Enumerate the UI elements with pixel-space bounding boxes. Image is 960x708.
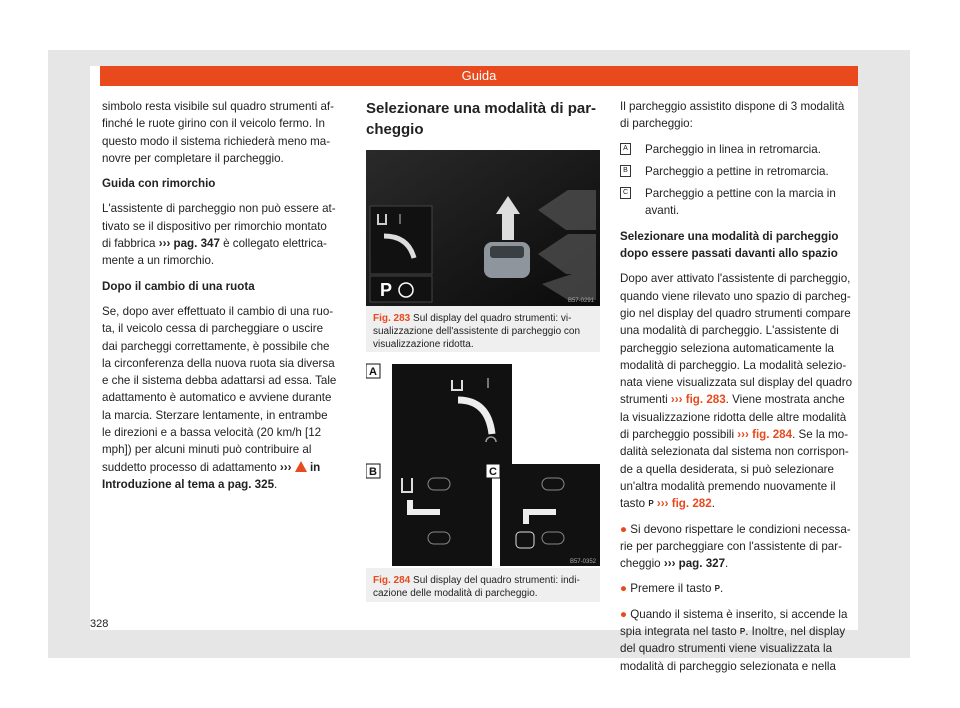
bullet-item: ● Si devono rispettare le condizioni necessa-rie per parcheggiare con l'assistente di par-cheggio ››› pag. 327.: [620, 522, 851, 571]
list-item: B Parcheggio a pettine in retromarcia.: [620, 163, 856, 180]
page-link[interactable]: ››› pag. 347: [158, 237, 220, 251]
bullet-item: ● Quando il sistema è inserito, si accende la spia integrata nel tasto P. Inoltre, nel display del quadro strumenti viene visualizzata la modalità di parcheggio selezionata e nella: [620, 607, 848, 673]
mode-key: C: [620, 187, 631, 199]
figure-caption: Sul display del quadro strumenti: indi-cazione delle modalità di parcheggio.: [373, 575, 580, 599]
mode-letter-a: A: [369, 366, 377, 378]
section-title-wrap: [366, 98, 600, 155]
figure-283-image: [366, 150, 600, 306]
park-key-icon: P: [714, 584, 720, 594]
park-key-icon: P: [739, 627, 746, 637]
warning-icon: [295, 461, 307, 472]
figure-code: B57-0352: [569, 559, 596, 565]
paragraph: Se, dopo aver effettuato il cambio di una ruo-ta, il veicolo cessa di parcheggiare o uscire dai parcheggi correttamente, è possibile che la circonferenza della nuova ruota sia diversa e che il sistema debba adattarsi ad essa. Tale adattamento è automatico e avviene durante la marcia. Sterzare lentamente, in entrambe le direzioni e a bassa velocità (20 km/h [12 mph]) per alcuni minuti può contribuire al suddetto processo di adattamento ››› in Introduzione al tema a pag. 325.: [102, 304, 337, 491]
figure-code: B57-0291: [567, 298, 594, 304]
figure-link[interactable]: ››› fig. 283: [670, 393, 726, 407]
list-item: A Parcheggio in linea in retromarcia.: [620, 141, 856, 158]
figure-link[interactable]: ››› fig. 284: [737, 428, 793, 442]
page-number: 328: [90, 618, 109, 630]
figure-284-caption-box: [366, 568, 600, 602]
figure-caption: Sul display del quadro strumenti: vi-sualizzazione dell'assistente di parcheggio con visualizzazione ridotta.: [373, 313, 581, 350]
figure-284-image: [366, 360, 600, 568]
mode-key: A: [620, 143, 631, 155]
paragraph: Il parcheggio assistito dispone di 3 modalità di parcheggio:: [620, 100, 845, 131]
right-column: [620, 98, 856, 683]
figure-283-caption-box: [366, 306, 600, 352]
parking-modes-diagram: [366, 360, 600, 568]
figure-link[interactable]: ››› fig. 282: [653, 497, 712, 511]
page-link[interactable]: in Introduzione al tema a pag. 325: [102, 460, 321, 491]
section-header: Guida: [100, 66, 858, 86]
figure-label: Fig. 284: [373, 575, 411, 586]
subheading-trailer: Guida con rimorchio: [102, 177, 216, 191]
mode-letter-c: C: [489, 466, 497, 478]
paragraph: Dopo aver attivato l'assistente di parcheggio, quando viene rilevato uno spazio di parcheg-gio nel display del quadro strumenti compare una modalità di parcheggio. L'assistente di parcheggio seleziona automaticamente la modalità di parcheggio. La modalità selezio-nata viene visualizzata sul display del quadro strumenti ››› fig. 283. Viene mostrata anche la visualizzazione ridotta delle altre modalità di parcheggio possibili ››› fig. 284. Se la mo-dalità selezionata dal sistema non corrispon-de a quella desiderata, si può selezionare un'altra modalità premendo nuovamente il tasto P ››› fig. 282.: [620, 272, 853, 511]
svg-text:P: P: [380, 280, 393, 300]
paragraph: simbolo resta visibile sul quadro strumenti af-finché le ruote girino con il veicolo fermo. In questo modo il sistema richiederà meno ma-novre per completare il parcheggio.: [102, 100, 334, 165]
bullet-item: ● Premere il tasto P.: [620, 582, 724, 596]
park-key-icon: P: [648, 499, 654, 509]
left-column: [102, 98, 338, 501]
subheading-wheel: Dopo il cambio di una ruota: [102, 279, 255, 293]
cluster-display-reduced: [366, 150, 600, 306]
mode-letter-b: B: [369, 466, 377, 478]
page-link[interactable]: ››› pag. 327: [663, 557, 726, 571]
paragraph: L'assistente di parcheggio non può essere at-tivato se il dispositivo per rimorchio montato di fabbrica ››› pag. 347 è collegato elettrica-mente a un rimorchio.: [102, 202, 336, 268]
mode-key: B: [620, 165, 631, 177]
list-item: C Parcheggio a pettine con la marcia in avanti.: [620, 185, 856, 220]
subheading-select-mode: Selezionare una modalità di parcheggio dopo essere passati davanti allo spazio: [620, 229, 839, 261]
middle-column: [366, 98, 600, 155]
figure-label: Fig. 283: [373, 313, 411, 324]
section-title: Selezionare una modalità di par-cheggio: [366, 100, 597, 138]
